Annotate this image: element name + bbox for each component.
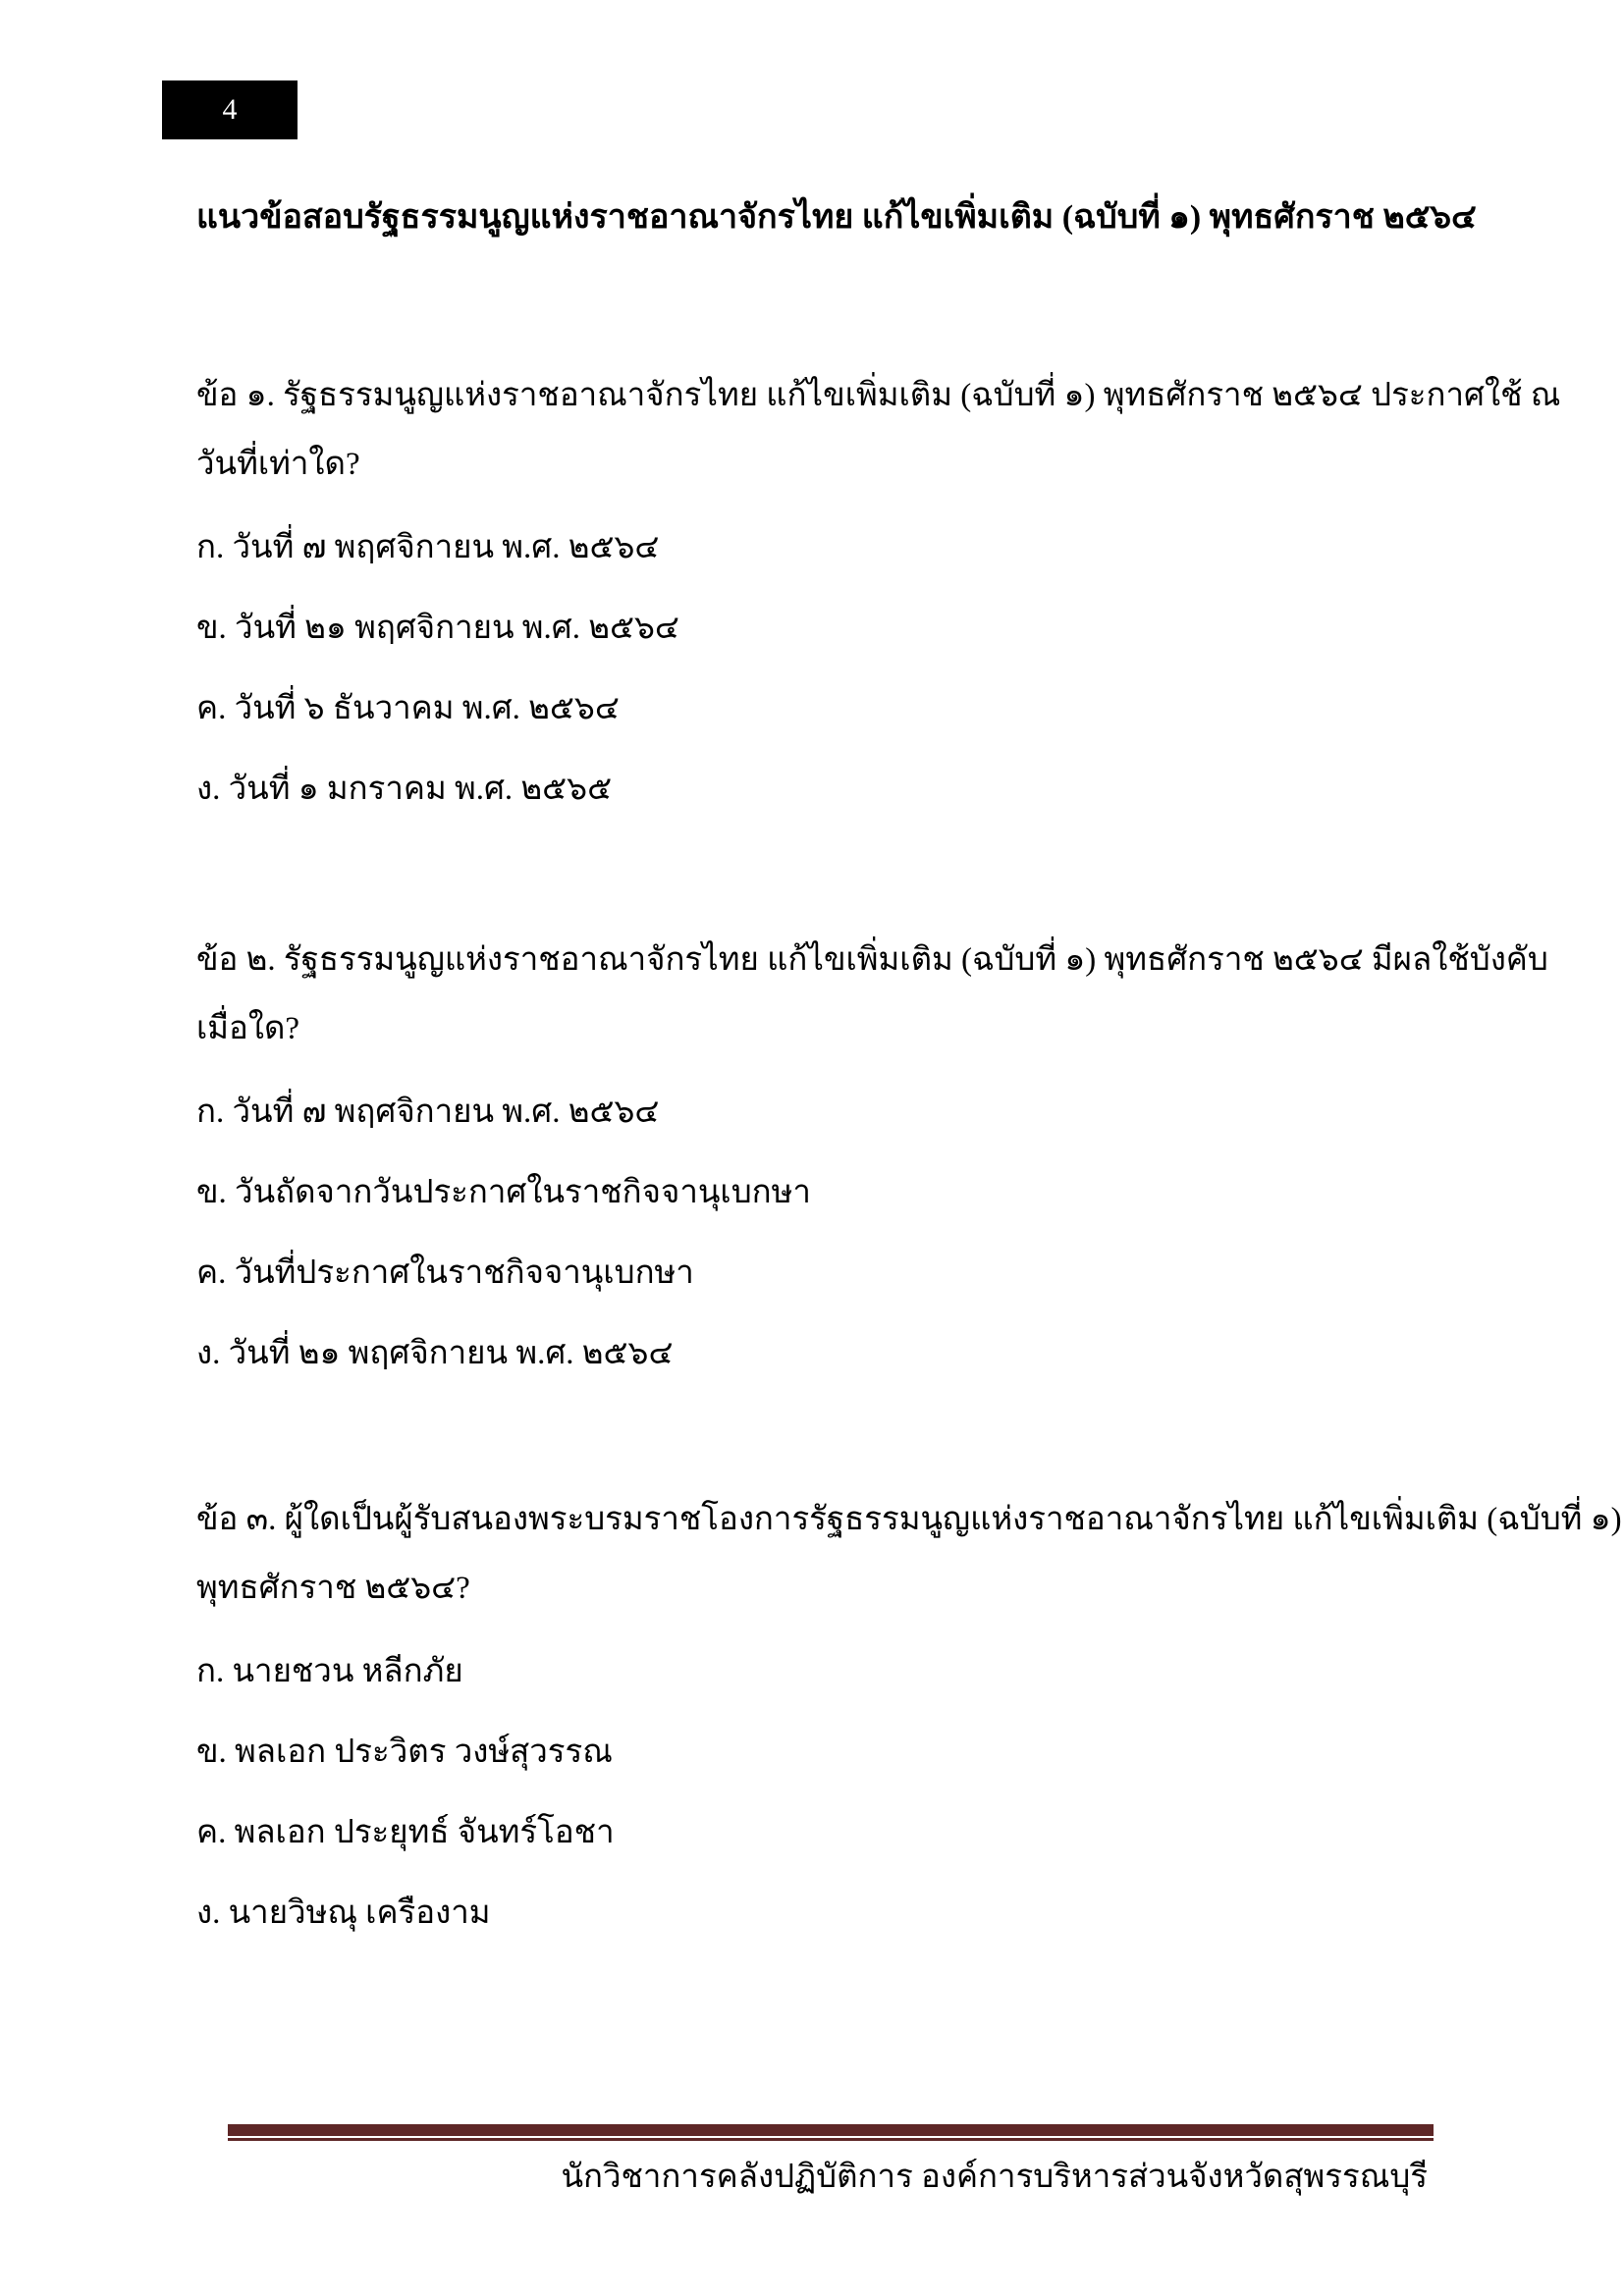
question-2-options [196, 1078, 1428, 1388]
question-2-option-a: ก. วันที่ ๗ พฤศจิกายน พ.ศ. ๒๕๖๔ [196, 1095, 660, 1130]
question-2-block [196, 926, 1548, 1388]
page-title: แนวข้อสอบรัฐธรรมนูญแห่งราชอาณาจักรไทย แก้ไขเพิ่มเติม (ฉบับที่ ๑) พุทธศักราช ๒๕๖๔ [196, 199, 1477, 236]
question-1-option-d: ง. วันที่ ๑ มกราคม พ.ศ. ๒๕๖๕ [196, 772, 613, 807]
question-2-text-line-2: เมื่อใด? [196, 1011, 300, 1046]
question-3-block [196, 1485, 1622, 1948]
question-2-option-c: ค. วันที่ประกาศในราชกิจจานุเบกษา [196, 1255, 694, 1291]
footer-rule-thick-line [228, 2124, 1434, 2136]
footer-rule [228, 2124, 1434, 2141]
question-1-option-a: ก. วันที่ ๗ พฤศจิกายน พ.ศ. ๒๕๖๔ [196, 530, 660, 565]
question-1-block [196, 361, 1561, 824]
question-3-option-b: ข. พลเอก ประวิตร วงษ์สุวรรณ [196, 1735, 613, 1770]
question-1-text-line-2: วันที่เท่าใด? [196, 447, 360, 482]
question-1-options [196, 513, 1428, 824]
page-number: 4 [222, 93, 238, 126]
question-2-option-b: ข. วันถัดจากวันประกาศในราชกิจจานุเบกษา [196, 1175, 811, 1210]
question-3-text-line-2: พุทธศักราช ๒๕๖๔? [196, 1571, 470, 1606]
question-3-text-line-1: ข้อ ๓. ผู้ใดเป็นผู้รับสนองพระบรมราชโองการรัฐธรรมนูญแห่งราชอาณาจักรไทย แก้ไขเพิ่มเติม (ฉบับที่ ๑) [196, 1502, 1622, 1537]
question-2-option-d: ง. วันที่ ๒๑ พฤศจิกายน พ.ศ. ๒๕๖๔ [196, 1336, 674, 1371]
question-3-option-a: ก. นายชวน หลีกภัย [196, 1654, 463, 1689]
footer-credit: นักวิชาการคลังปฏิบัติการ องค์การบริหารส่วนจังหวัดสุพรรณบุรี [561, 2160, 1428, 2195]
page-number-box [162, 80, 298, 139]
question-3-options [196, 1637, 1428, 1948]
question-1-option-b: ข. วันที่ ๒๑ พฤศจิกายน พ.ศ. ๒๕๖๔ [196, 611, 679, 646]
question-3-option-c: ค. พลเอก ประยุทธ์ จันทร์โอชา [196, 1815, 615, 1850]
question-1-option-c: ค. วันที่ ๖ ธันวาคม พ.ศ. ๒๕๖๔ [196, 691, 620, 726]
question-1-text-line-1: ข้อ ๑. รัฐธรรมนูญแห่งราชอาณาจักรไทย แก้ไขเพิ่มเติม (ฉบับที่ ๑) พุทธศักราช ๒๕๖๔ ประกาศใช้ ณ [196, 378, 1561, 413]
footer-rule-thin-line [228, 2138, 1434, 2141]
question-2-text-line-1: ข้อ ๒. รัฐธรรมนูญแห่งราชอาณาจักรไทย แก้ไขเพิ่มเติม (ฉบับที่ ๑) พุทธศักราช ๒๕๖๔ มีผลใช้บังคับ [196, 942, 1548, 978]
question-3-option-d: ง. นายวิษณุ เครืองาม [196, 1896, 491, 1931]
